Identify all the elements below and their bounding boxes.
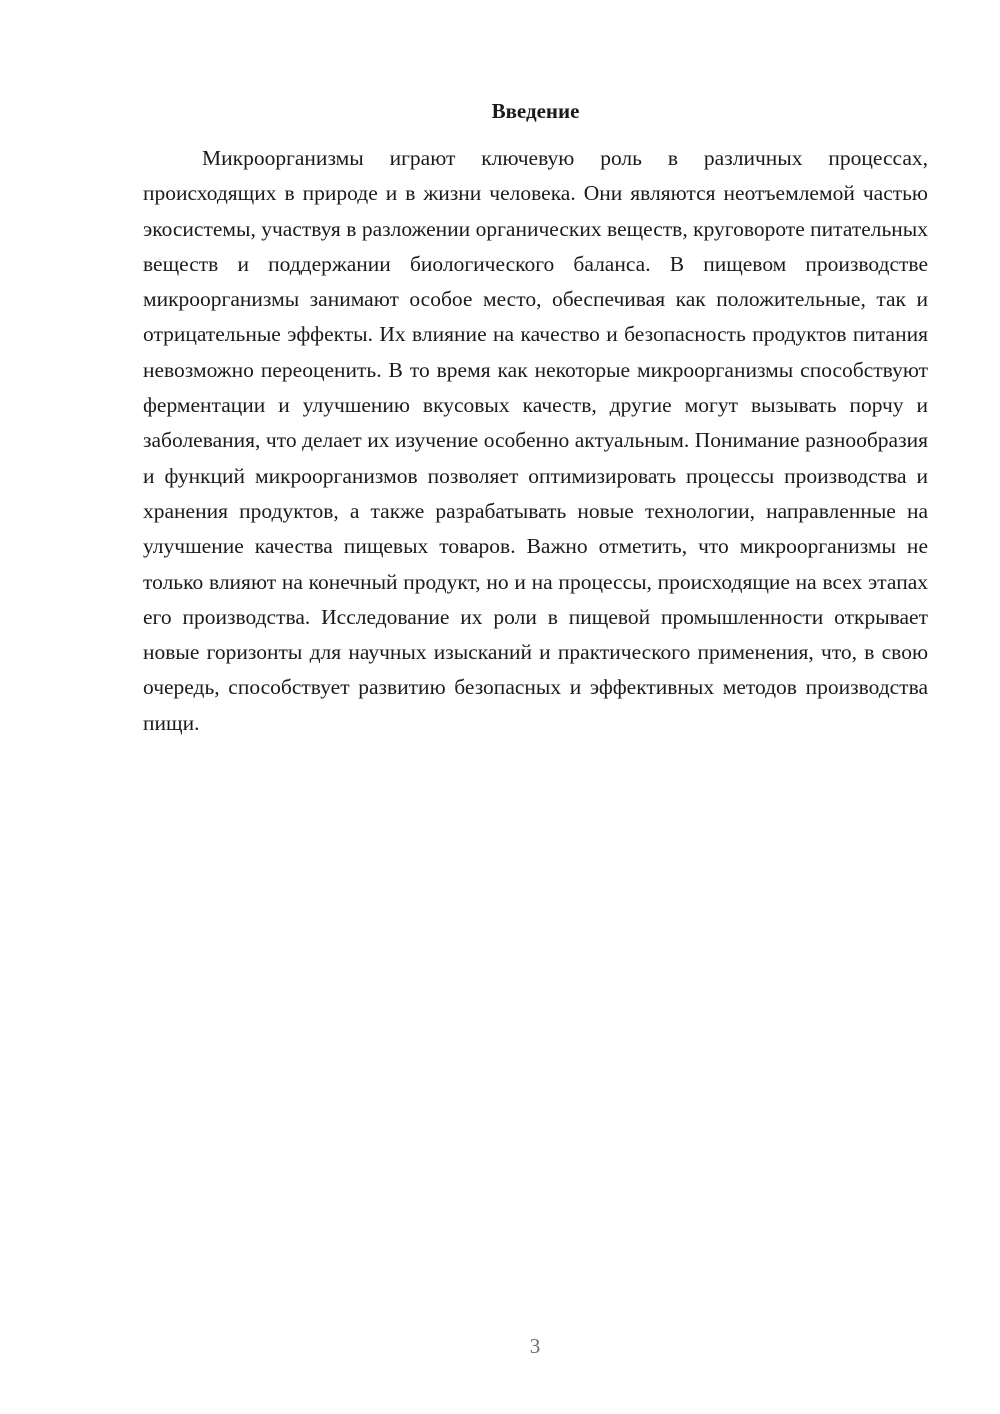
introduction-paragraph: Микроорганизмы играют ключевую роль в различных процессах, происходящих в природе и в жизни человека. Они являются неотъемлемой частью экосистемы, участвуя в разложении органических веществ, круговороте питательных веществ и поддержании биологического баланса. В пищевом производстве микроорганизмы занимают особое место, обеспечивая как положительные, так и отрицательные эффекты. Их влияние на качество и безопасность продуктов питания невозможно переоценить. В то время как некоторые микроорганизмы способствуют ферментации и улучшению вкусовых качеств, другие могут вызывать порчу и заболевания, что делает их изучение особенно актуальным. Понимание разнообразия и функций микроорганизмов позволяет оптимизировать процессы производства и хранения продуктов, а также разрабатывать новые технологии, направленные на улучшение качества пищевых товаров. Важно отметить, что микроорганизмы не только влияют на конечный продукт, но и на процессы, происходящие на всех этапах его производства. Исследование их роли в пищевой промышленности открывает новые горизонты для научных изысканий и практического применения, что, в свою очередь, способствует развитию безопасных и эффективных методов производства пищи. xyxy=(143,146,928,735)
section-heading: Введение xyxy=(491,99,580,123)
page-number: 3 xyxy=(529,1334,541,1358)
